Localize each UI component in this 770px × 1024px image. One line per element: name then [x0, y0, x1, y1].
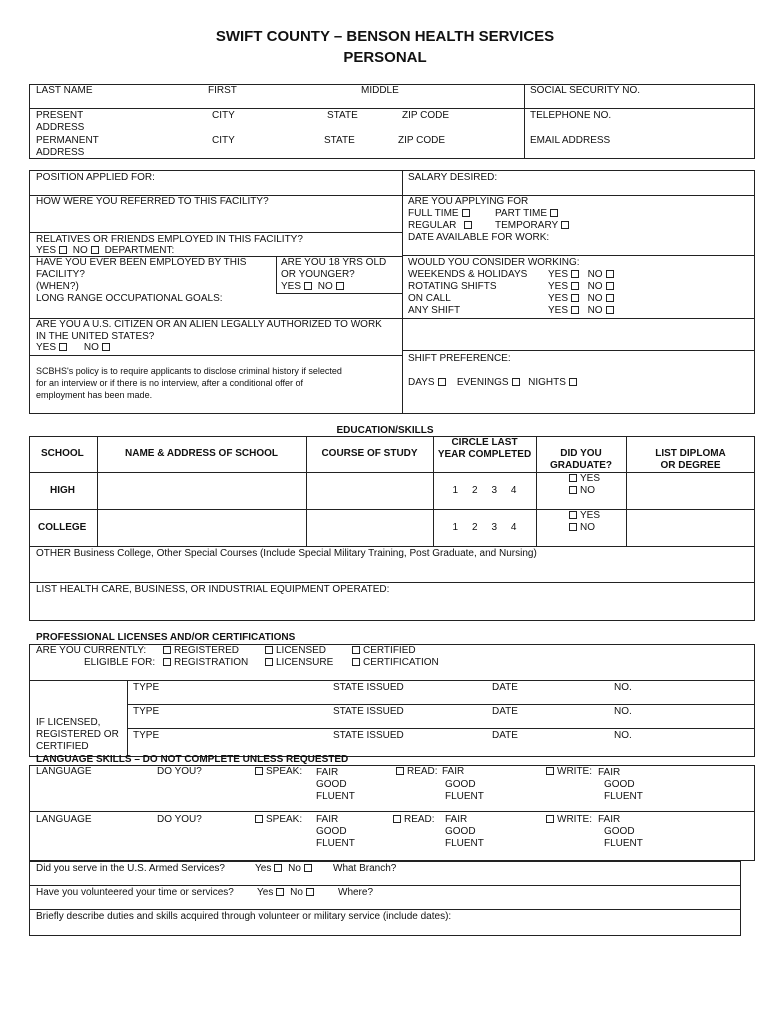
checkbox-icon — [352, 646, 360, 654]
speak-fluent: FLUENT — [316, 838, 355, 849]
checkbox-icon — [163, 646, 171, 654]
branch-label: What Branch? — [333, 863, 397, 874]
divider — [276, 256, 277, 293]
state-issued-label: STATE ISSUED — [333, 682, 404, 693]
divider — [29, 232, 402, 233]
armed-services-label: Did you serve in the U.S. Armed Services? — [36, 863, 225, 874]
high-graduate-yes[interactable] — [566, 473, 600, 485]
checkbox-icon — [306, 888, 314, 896]
type-label: TYPE — [133, 730, 160, 741]
checkbox-icon — [606, 294, 614, 302]
divider — [29, 108, 755, 109]
permanent-address-label: PERMANENT — [36, 135, 99, 146]
if-licensed-label-2: REGISTERED OR — [36, 729, 119, 740]
if-licensed-label-3: CERTIFIED — [36, 741, 89, 752]
checkbox-icon — [606, 306, 614, 314]
equipment-label: LIST HEALTH CARE, BUSINESS, OR INDUSTRIAL EQUIPMENT OPERATED: — [36, 584, 390, 595]
present-state-label: STATE — [327, 110, 358, 121]
speak-option[interactable] — [252, 814, 302, 826]
checkbox-icon — [102, 343, 110, 351]
policy-text-2: for an interview or if there is no interview, after a conditional offer of — [36, 378, 303, 388]
speak-good: GOOD — [316, 779, 347, 790]
speak-fluent: FLUENT — [316, 791, 355, 802]
no-label: NO — [587, 269, 603, 280]
type-label: TYPE — [133, 682, 160, 693]
no-label: NO — [580, 485, 595, 496]
permanent-city-label: CITY — [212, 135, 235, 146]
read-option[interactable] — [390, 814, 435, 826]
divider — [402, 350, 755, 351]
write-fluent: FLUENT — [604, 838, 643, 849]
licensure-label: LICENSURE — [276, 657, 334, 668]
checkbox-icon — [546, 815, 554, 823]
describe-duties-label: Briefly describe duties and skills acquired through volunteer or military service (include dates): — [36, 911, 452, 922]
licensed-option[interactable] — [262, 645, 326, 657]
salary-label: SALARY DESIRED: — [408, 172, 498, 183]
write-option[interactable] — [543, 814, 592, 826]
divider — [127, 704, 755, 705]
yes-label: YES — [36, 245, 57, 256]
checkbox-icon — [59, 343, 67, 351]
high-graduate-no[interactable] — [566, 485, 595, 497]
divider — [29, 509, 755, 510]
divider — [29, 885, 741, 886]
checkbox-icon — [546, 767, 554, 775]
date-label: DATE — [492, 706, 518, 717]
write-label: WRITE: — [557, 766, 592, 777]
days-label: DAYS — [408, 377, 435, 388]
yes-label: YES — [548, 305, 569, 316]
college-years-options[interactable]: 1 2 3 4 — [452, 522, 517, 533]
part-time-label: PART TIME — [495, 208, 548, 219]
read-fluent: FLUENT — [445, 791, 484, 802]
name-address-header: NAME & ADDRESS OF SCHOOL — [125, 448, 278, 459]
no-label: NO — [587, 281, 603, 292]
language-label: LANGUAGE — [36, 766, 92, 777]
licensed-label: LICENSED — [276, 645, 327, 656]
citizen-label-2: IN THE UNITED STATES? — [36, 331, 155, 342]
present-zip-label: ZIP CODE — [402, 110, 450, 121]
policy-text-1: SCBHS's policy is to require applicants to disclose criminal history if selected — [36, 366, 342, 376]
read-fair: FAIR — [442, 766, 465, 777]
no-label: NO — [317, 281, 333, 292]
last-name-label: LAST NAME — [36, 85, 93, 96]
checkbox-icon — [265, 658, 273, 666]
speak-fair: FAIR — [316, 814, 339, 825]
any-shift-label: ANY SHIFT — [408, 305, 461, 316]
yes-label: Yes — [257, 887, 274, 898]
where-label: Where? — [338, 887, 374, 898]
write-fair: FAIR — [598, 767, 621, 778]
read-fluent: FLUENT — [445, 838, 484, 849]
shift-preference-options[interactable] — [408, 377, 580, 389]
employed-before-label: HAVE YOU EVER BEEN EMPLOYED BY THIS — [36, 257, 247, 268]
age-label: ARE YOU 18 YRS OLD — [281, 257, 387, 268]
policy-text-3: employment has been made. — [36, 390, 153, 400]
checkbox-icon — [571, 306, 579, 314]
diploma-header: LIST DIPLOMA — [655, 448, 726, 459]
checkbox-icon — [274, 864, 282, 872]
divider — [402, 255, 755, 256]
read-label: READ: — [407, 766, 438, 777]
checkbox-icon — [606, 282, 614, 290]
college-graduate-no[interactable] — [566, 522, 595, 534]
certified-option[interactable] — [349, 645, 416, 657]
divider — [127, 680, 128, 757]
no-label: NO — [72, 245, 88, 256]
rotating-answer[interactable] — [548, 281, 617, 293]
present-city-label: CITY — [212, 110, 235, 121]
yes-label: YES — [281, 281, 302, 292]
education-section-title: EDUCATION/SKILLS — [336, 425, 434, 436]
checkbox-icon — [255, 767, 263, 775]
speak-option[interactable] — [252, 766, 302, 778]
checkbox-icon — [336, 282, 344, 290]
checkbox-icon — [255, 815, 263, 823]
school-college-label: COLLEGE — [38, 522, 87, 533]
employed-when-label: (WHEN?) — [36, 281, 79, 292]
graduate-header-2: GRADUATE? — [549, 460, 613, 471]
no-label: NO — [587, 305, 603, 316]
language-section-title: LANGUAGE SKILLS – DO NOT COMPLETE UNLESS REQUESTED — [36, 754, 349, 765]
yes-label: Yes — [255, 863, 272, 874]
other-courses-label: OTHER Business College, Other Special Courses (Include Special Military Training, Post Graduate, and Nursing) — [36, 548, 537, 559]
registration-option[interactable] — [160, 657, 248, 669]
divider — [524, 84, 525, 159]
checkbox-icon — [396, 767, 404, 775]
employed-before-label-2: FACILITY? — [36, 269, 85, 280]
nights-label: NIGHTS — [528, 377, 566, 388]
divider — [29, 680, 755, 681]
if-licensed-label: IF LICENSED, — [36, 717, 101, 728]
weekends-answer[interactable] — [548, 269, 617, 281]
rotating-label: ROTATING SHIFTS — [408, 281, 497, 292]
divider — [29, 472, 755, 473]
yes-label: YES — [548, 281, 569, 292]
applying-for-label: ARE YOU APPLYING FOR — [408, 196, 529, 207]
weekends-label: WEEKENDS & HOLIDAYS — [408, 269, 528, 280]
full-time-option[interactable] — [408, 208, 473, 220]
checkbox-icon — [265, 646, 273, 654]
telephone-label: TELEPHONE NO. — [530, 110, 612, 121]
permanent-state-label: STATE — [324, 135, 355, 146]
ssn-label: SOCIAL SECURITY NO. — [530, 85, 641, 96]
citizen-answer[interactable] — [36, 342, 113, 354]
registration-label: REGISTRATION — [174, 657, 249, 668]
checkbox-icon — [569, 474, 577, 482]
volunteered-answer[interactable] — [257, 887, 317, 899]
checkbox-icon — [462, 209, 470, 217]
speak-label: SPEAK: — [266, 766, 303, 777]
number-label: NO. — [614, 730, 632, 741]
checkbox-icon — [606, 270, 614, 278]
yes-label: YES — [580, 473, 601, 484]
number-label: NO. — [614, 706, 632, 717]
divider — [276, 293, 402, 294]
checkbox-icon — [464, 221, 472, 229]
certification-label: CERTIFICATION — [363, 657, 439, 668]
do-you-label: DO YOU? — [157, 766, 202, 777]
yes-label: YES — [548, 269, 569, 280]
regular-option[interactable] — [408, 220, 475, 232]
divider — [29, 582, 755, 583]
volunteered-label: Have you volunteered your time or services? — [36, 887, 234, 898]
present-address-label: PRESENT — [36, 110, 84, 121]
date-available-label: DATE AVAILABLE FOR WORK: — [408, 232, 550, 243]
school-header: SCHOOL — [41, 448, 84, 459]
regular-label: REGULAR — [408, 220, 457, 231]
permanent-zip-label: ZIP CODE — [398, 135, 446, 146]
language-box — [29, 765, 755, 861]
referred-label: HOW WERE YOU REFERRED TO THIS FACILITY? — [36, 196, 269, 207]
yes-label: YES — [36, 342, 57, 353]
checkbox-icon — [393, 815, 401, 823]
checkbox-icon — [569, 523, 577, 531]
do-you-label: DO YOU? — [157, 814, 202, 825]
citizen-label: ARE YOU A U.S. CITIZEN OR AN ALIEN LEGALLY AUTHORIZED TO WORK — [36, 319, 382, 330]
certified-label: CERTIFIED — [363, 645, 416, 656]
speak-good: GOOD — [316, 826, 347, 837]
checkbox-icon — [569, 378, 577, 386]
checkbox-icon — [571, 282, 579, 290]
divider — [127, 728, 755, 729]
type-label: TYPE — [133, 706, 160, 717]
high-years-options[interactable]: 1 2 3 4 — [452, 485, 517, 496]
on-call-label: ON CALL — [408, 293, 451, 304]
relatives-answer[interactable] — [36, 245, 174, 257]
no-label: No — [290, 887, 303, 898]
speak-label: SPEAK: — [266, 814, 303, 825]
department-label: DEPARTMENT: — [104, 245, 175, 256]
first-name-label: FIRST — [208, 85, 237, 96]
checkbox-icon — [569, 486, 577, 494]
divider — [29, 355, 402, 356]
college-graduate-yes[interactable] — [566, 510, 600, 522]
state-issued-label: STATE ISSUED — [333, 706, 404, 717]
age-answer[interactable] — [281, 281, 347, 293]
checkbox-icon — [571, 294, 579, 302]
full-time-label: FULL TIME — [408, 208, 459, 219]
course-header: COURSE OF STUDY — [321, 448, 418, 459]
present-address-label-2: ADDRESS — [36, 122, 85, 133]
checkbox-icon — [512, 378, 520, 386]
relatives-label: RELATIVES OR FRIENDS EMPLOYED IN THIS FACILITY? — [36, 234, 303, 245]
number-label: NO. — [614, 682, 632, 693]
write-fluent: FLUENT — [604, 791, 643, 802]
divider — [29, 546, 755, 547]
yes-label: YES — [580, 510, 601, 521]
form-subtitle: PERSONAL — [343, 49, 427, 66]
write-good: GOOD — [604, 779, 635, 790]
language-label: LANGUAGE — [36, 814, 92, 825]
school-high-label: HIGH — [50, 485, 75, 496]
on-call-answer[interactable] — [548, 293, 617, 305]
diploma-header-2: OR DEGREE — [660, 460, 721, 471]
divider — [29, 811, 755, 812]
no-label: NO — [580, 522, 595, 533]
read-good: GOOD — [445, 779, 476, 790]
checkbox-icon — [571, 270, 579, 278]
position-label: POSITION APPLIED FOR: — [36, 172, 155, 183]
no-label: NO — [83, 342, 99, 353]
licensure-option[interactable] — [262, 657, 333, 669]
registered-option[interactable] — [160, 645, 239, 657]
write-label: WRITE: — [557, 814, 592, 825]
divider — [402, 170, 403, 414]
licenses-section-title: PROFESSIONAL LICENSES AND/OR CERTIFICATIONS — [36, 632, 296, 643]
temporary-option[interactable] — [495, 220, 572, 232]
eligible-label: ELIGIBLE FOR: — [84, 657, 156, 668]
checkbox-icon — [304, 282, 312, 290]
write-fair: FAIR — [598, 814, 621, 825]
evenings-label: EVENINGS — [456, 377, 509, 388]
age-label-2: OR YOUNGER? — [281, 269, 355, 280]
read-option[interactable] — [393, 766, 438, 778]
armed-services-answer[interactable] — [255, 863, 315, 875]
checkbox-icon — [304, 864, 312, 872]
checkbox-icon — [550, 209, 558, 217]
graduate-header: DID YOU — [560, 448, 602, 459]
currently-label: ARE YOU CURRENTLY: — [36, 645, 147, 656]
read-good: GOOD — [445, 826, 476, 837]
checkbox-icon — [163, 658, 171, 666]
no-label: NO — [587, 293, 603, 304]
form-title: SWIFT COUNTY – BENSON HEALTH SERVICES — [215, 28, 555, 45]
shift-preference-label: SHIFT PREFERENCE: — [408, 353, 511, 364]
yes-label: YES — [548, 293, 569, 304]
checkbox-icon — [91, 246, 99, 254]
middle-name-label: MIDDLE — [361, 85, 399, 96]
registered-label: REGISTERED — [174, 645, 240, 656]
checkbox-icon — [276, 888, 284, 896]
permanent-address-label-2: ADDRESS — [36, 147, 85, 158]
no-label: No — [288, 863, 301, 874]
read-fair: FAIR — [445, 814, 468, 825]
circle-year-header: CIRCLE LAST — [451, 437, 518, 448]
email-label: EMAIL ADDRESS — [530, 135, 611, 146]
consider-working-label: WOULD YOU CONSIDER WORKING: — [408, 257, 580, 268]
checkbox-icon — [352, 658, 360, 666]
write-option[interactable] — [543, 766, 592, 778]
temporary-label: TEMPORARY — [495, 220, 559, 231]
read-label: READ: — [404, 814, 435, 825]
date-label: DATE — [492, 682, 518, 693]
checkbox-icon — [561, 221, 569, 229]
write-good: GOOD — [604, 826, 635, 837]
checkbox-icon — [569, 511, 577, 519]
checkbox-icon — [59, 246, 67, 254]
certification-option[interactable] — [349, 657, 439, 669]
divider — [29, 909, 741, 910]
speak-fair: FAIR — [316, 767, 339, 778]
state-issued-label: STATE ISSUED — [333, 730, 404, 741]
checkbox-icon — [438, 378, 446, 386]
long-range-goals-label: LONG RANGE OCCUPATIONAL GOALS: — [36, 293, 223, 304]
part-time-option[interactable] — [495, 208, 561, 220]
any-shift-answer[interactable] — [548, 305, 617, 317]
circle-year-header-2: YEAR COMPLETED — [437, 449, 532, 460]
date-label: DATE — [492, 730, 518, 741]
